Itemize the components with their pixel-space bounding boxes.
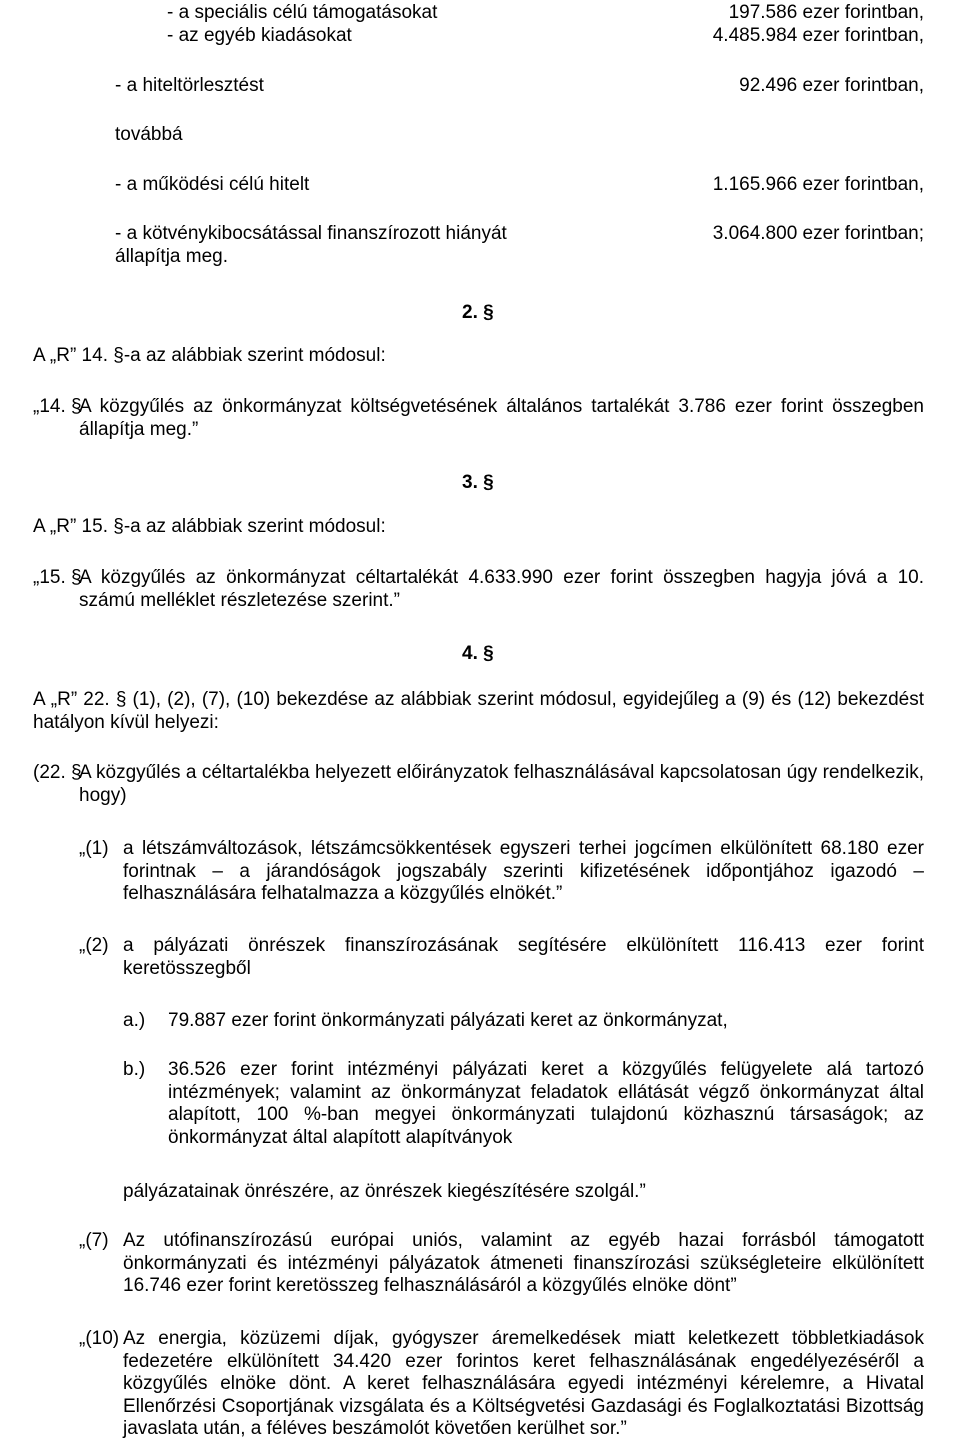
paragraph-text: A közgyűlés az önkormányzat költségvetésének általános tartalékát 3.786 ezer forint összegben állapítja meg.” bbox=[79, 396, 924, 440]
amendment-intro: A „R” 22. § (1), (2), (7), (10) bekezdése az alábbiak szerint módosul, egyidejűleg a (9) és (12) bekezdést hatályon kívül helyezi: bbox=[33, 689, 924, 733]
item-text: Az energia, közüzemi díjak, gyógyszer áremelkedések miatt keletkezett többletkiadások fedezetére elkülönített 34.420 ezer forintos keret felhasználásának engedélyezéséről a közgyűlés elnöke dönt. A keret felhasználására egyedi intézményi kérelemre, a Hivatal Ellenőrzési Csoportjának vizsgálata és a Költségvetési Gazdasági és Foglalkoztatási Bizottság javaslata után, a féléves beszámolót követően kerülhet sor.” bbox=[123, 1328, 924, 1439]
line-amount: 4.485.984 ezer forintban, bbox=[712, 25, 924, 46]
line-label: - a speciális célú támogatásokat bbox=[167, 2, 438, 23]
paragraph-number: (22. § bbox=[33, 762, 82, 783]
item-text: a pályázati önrészek finanszírozásának segítésére elkülönített 116.413 ezer forint keretösszegből bbox=[123, 935, 924, 979]
line-label: állapítja meg. bbox=[115, 246, 229, 267]
line-label: továbbá bbox=[115, 124, 183, 145]
item-text: a létszámváltozások, létszámcsökkentések egyszeri terhei jogcímen elkülönített 68.180 ezer forintnak – a járandóságok jogszabály szerinti kifizetésének időpontjához igazodó – felhasználására felhatalmazza a közgyűlés elnökét.” bbox=[123, 838, 924, 904]
item-number: „(10) bbox=[79, 1328, 120, 1349]
subitem-number: a.) bbox=[123, 1010, 146, 1031]
paragraph-number: „14. § bbox=[33, 396, 82, 417]
line-label: - a kötvénykibocsátással finanszírozott hiányát bbox=[115, 223, 507, 244]
amendment-intro: A „R” 14. §-a az alábbiak szerint módosul: bbox=[33, 345, 386, 366]
paragraph-text: A közgyűlés a céltartalékba helyezett előirányzatok felhasználásával kapcsolatosan úgy rendelkezik, hogy) bbox=[79, 762, 924, 806]
paragraph-text: A közgyűlés az önkormányzat céltartalékát 4.633.990 ezer forint összegben hagyja jóvá a 10. számú melléklet részletezése szerint.” bbox=[79, 567, 924, 611]
item-number: „(7) bbox=[79, 1230, 109, 1251]
section-heading: 2. § bbox=[462, 302, 494, 323]
item-number: „(1) bbox=[79, 838, 109, 859]
line-amount: 197.586 ezer forintban, bbox=[728, 2, 924, 23]
line-label: - a hiteltörlesztést bbox=[115, 75, 264, 96]
item-number: „(2) bbox=[79, 935, 109, 956]
line-amount: 92.496 ezer forintban, bbox=[739, 75, 924, 96]
paragraph-number: „15. § bbox=[33, 567, 82, 588]
line-amount: 3.064.800 ezer forintban; bbox=[712, 223, 924, 244]
amendment-intro: A „R” 15. §-a az alábbiak szerint módosul: bbox=[33, 516, 386, 537]
section-heading: 3. § bbox=[462, 472, 494, 493]
subitem-number: b.) bbox=[123, 1059, 146, 1080]
item-text: Az utófinanszírozású európai uniós, valamint az egyéb hazai forrásból támogatott önkormányzati és intézményi pályázatok átmeneti finanszírozási szükségleteire elkülönített 16.746 ezer forint keretösszeg felhasználásáról a közgyűlés elnöke dönt” bbox=[123, 1230, 924, 1296]
line-amount: 1.165.966 ezer forintban, bbox=[712, 174, 924, 195]
subitem-text: 36.526 ezer forint intézményi pályázati keret a közgyűlés felügyelete alá tartozó intézmények; valamint az önkormányzat feladatok ellátását végző önkormányzat által alapított, 100 %-ban megyei önkormányzati tulajdonú közhasznú társaságok; az önkormányzat által alapított alapítványok bbox=[168, 1059, 924, 1148]
section-heading: 4. § bbox=[462, 643, 494, 664]
line-label: - a működési célú hitelt bbox=[115, 174, 310, 195]
subitem-text: 79.887 ezer forint önkormányzati pályázati keret az önkormányzat, bbox=[168, 1010, 728, 1031]
line-label: - az egyéb kiadásokat bbox=[167, 25, 352, 46]
item-tail-text: pályázatainak önrészére, az önrészek kiegészítésére szolgál.” bbox=[123, 1181, 646, 1202]
